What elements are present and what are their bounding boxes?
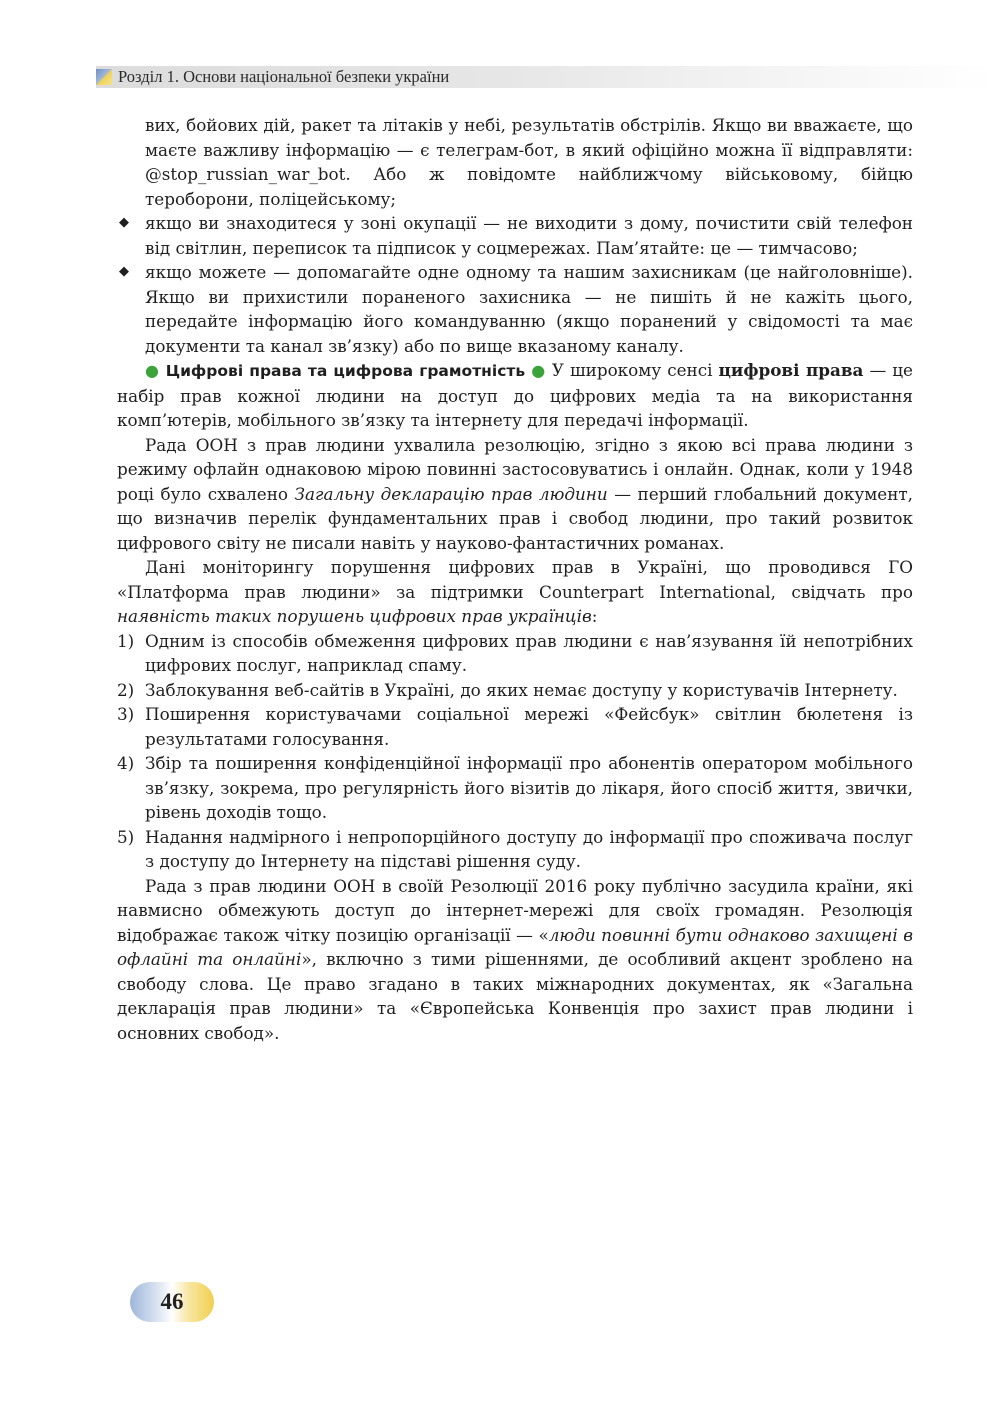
list-item [117,825,913,874]
chapter-header [96,66,992,88]
un-text-end: — перший глобальний документ, що визначив перелік фундаментальних прав і свобод людини, про такий розвиток цифрового світу не писали навіть у науково-фантастичних романах. [117,483,914,553]
bullet-text: якщо ви знаходитеся у зоні окупації — не виходити з дому, почистити свій телефон від світлин, переписок та підписок у соцмережах. Пам’ятайте: це — тимчасово; [145,213,913,258]
monitoring-paragraph [117,555,913,629]
list-number: 1) [117,630,135,651]
page-body [117,113,913,1045]
resolution-paragraph [117,874,913,1046]
list-text: Надання надмірного і непропорційного доступу до інформації про споживача послуг з доступу до Інтернету на підставі рішення суду. [145,826,913,871]
section-definition-text: — це набір прав кожної людини на доступ до цифрових медіа та на використання комп’ютерів, мобільного зв’язку та інтернету для передачі інформації. [117,360,913,430]
list-item [117,751,913,825]
list-item [117,629,913,678]
chapter-title: Розділ 1. Основи національної безпеки україни [118,67,450,86]
diamond-bullet-icon: ◆ [119,215,129,230]
monitoring-text: Дані моніторингу порушення цифрових прав в Україні, що проводився ГО «Платформа прав людини» за підтримки Counterpart International, свідчать про [117,557,913,602]
section-bullet-icon: ● [145,361,160,380]
section-heading: Цифрові права та цифрова грамотність [165,362,526,380]
header-corner-mark [96,69,112,85]
section-paragraph [117,358,913,433]
list-number: 2) [117,679,135,700]
monitoring-colon: : [591,606,598,626]
page-number: 46 [160,1289,184,1314]
list-text: Збір та поширення конфіденційної інформації про абонентів оператором мобільного зв’язку, зокрема, про регулярність його візитів до лікаря, його спосіб життя, звички, рівень доходів тощо. [145,753,913,822]
list-text: Заблокування веб-сайтів в Україні, до яких немає доступу у користувачів Інтернету. [145,679,898,700]
un-paragraph [117,433,913,556]
violations-emphasis: наявність таких порушень цифрових прав українців [117,606,592,626]
continued-paragraph: вих, бойових дій, ракет та літаків у небі, результатів обстрілів. Якщо ви вважаєте, що маєте важливу інформацію — є телеграм-бот, в який офіційно можна її відправляти: @stop_russian_war_bot. Або ж повідомте найближчому військовому, бійцю тероборони, поліцейському; [145,115,913,209]
list-number: 4) [117,753,135,773]
declaration-title: Загальну декларацію прав людини [294,483,608,504]
section-intro-text: У широкому сенсі [551,360,719,380]
bullet-item [117,211,913,260]
bullet-item [117,260,913,358]
section-bullet-icon: ● [531,361,546,380]
list-text: Одним із способів обмеження цифрових прав людини є нав’язування їй непотрібних цифрових послуг, наприклад спаму. [145,630,913,675]
list-text: Поширення користувачами соціальної мережі «Фейсбук» світлин бюлетеня із результатами голосування. [145,704,913,749]
list-number: 3) [117,704,135,724]
list-item [117,702,913,751]
un-text: Рада ООН з прав людини ухвалила резолюцію, згідно з якою всі права людини з режиму офлайн однаковою мірою повинні застосовуватись і онлайн. Однак, коли у 1948 році було схвалено [117,434,913,504]
resolution-text-end: », включно з тими рішеннями, де особливий акцент зроблено на свободу слова. Це право згадано в таких міжнародних документах, як «Загальна декларація прав людини» та «Європейська Конвенція про захист прав людини і основних свобод». [117,949,913,1043]
bullet-text: якщо можете — допомагайте одне одному та нашим захисникам (це найголовніше). Якщо ви прихистили пораненого захисника — не пишіть й не кажіть цього, передайте інформацію його командуванню (якщо поранений у свідомості та має документи та канал зв’язку) або по вище вказаному каналу. [145,262,913,356]
key-term: цифрові права [718,360,864,380]
resolution-text: Рада з прав людини ООН в своїй Резолюції 2016 року публічно засудила країни, які навмисно обмежують доступ до інтернет-мережі для своїх громадян. Резолюція відображає також чітку позицію організації — « [117,875,913,945]
list-item [117,678,913,703]
list-number: 5) [117,826,135,847]
resolution-quote: люди повинні бути однаково захищені в офлайні та онлайні [117,924,913,969]
diamond-bullet-icon: ◆ [119,264,129,279]
